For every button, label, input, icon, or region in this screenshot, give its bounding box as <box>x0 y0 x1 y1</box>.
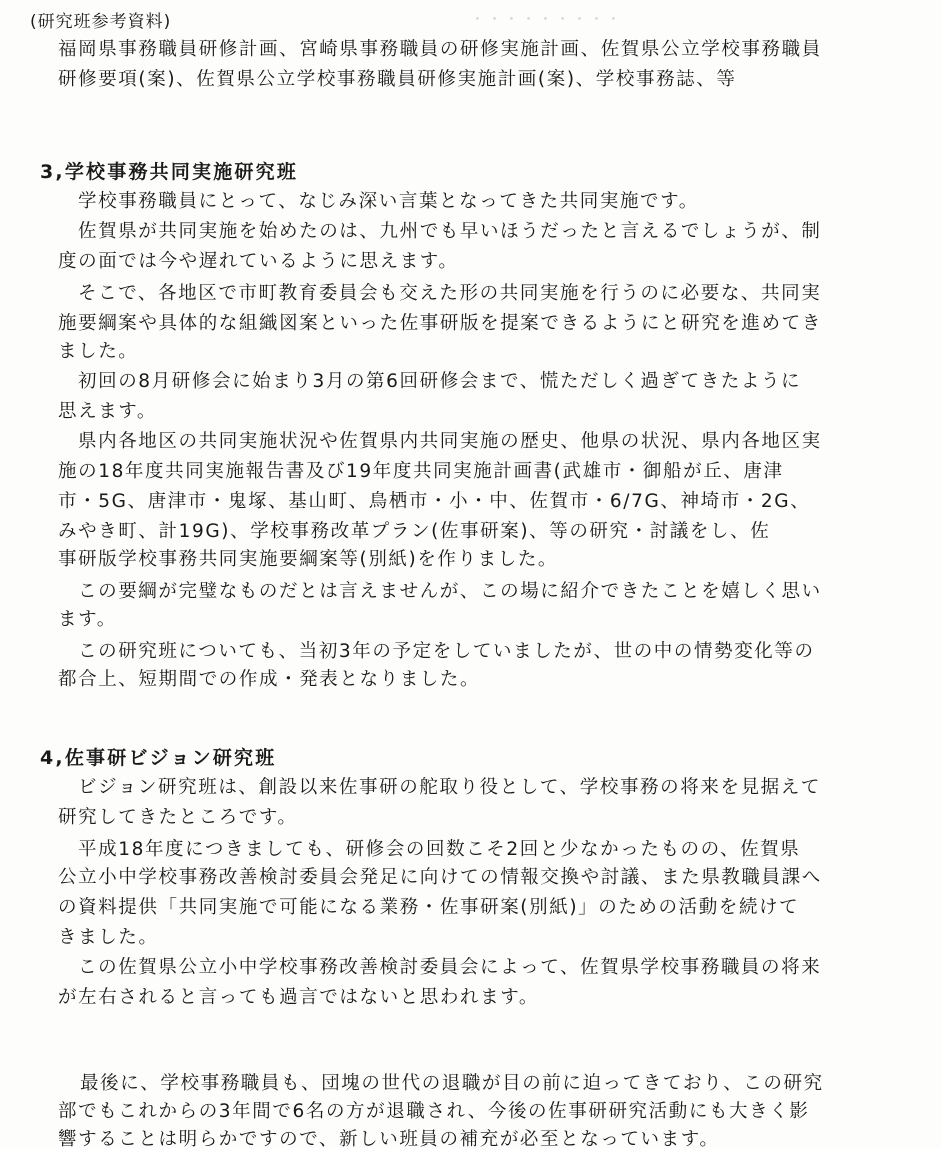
paragraph-line: の資料提供「共同実施で可能になる業務・佐事研案(別紙)」のための活動を続けて <box>58 897 800 918</box>
reference-label: (研究班参考資料) <box>30 12 172 32</box>
paragraph-line: 学校事務職員にとって、なじみ深い言葉となってきた共同実施です。 <box>78 191 699 212</box>
closing-line: 部でもこれからの3年間で6名の方が退職され、今後の佐事研研究活動にも大きく影 <box>58 1101 810 1122</box>
section-heading: 3,学校事務共同実施研究班 <box>40 161 299 183</box>
paragraph-line: ました。 <box>58 341 139 362</box>
paragraph-line: 事研版学校事務共同実施要綱案等(別紙)を作りました。 <box>58 549 559 570</box>
paragraph-line: この佐賀県公立小中学校事務改善検討委員会によって、佐賀県学校事務職員の将来 <box>78 957 822 978</box>
paragraph-line: ビジョン研究班は、創設以来佐事研の舵取り役として、学校事務の将来を見据えて <box>78 777 821 798</box>
paragraph-line: この要綱が完璧なものだとは言えませんが、この場に紹介できたことを嬉しく思い <box>78 581 822 602</box>
paragraph-line: この研究班についても、当初3年の予定をしていましたが、世の中の情勢変化等の <box>78 641 815 662</box>
paragraph-line: 度の面では今や遅れているように思えます。 <box>58 251 459 272</box>
paragraph-line: ます。 <box>58 609 117 630</box>
paragraph-line: 佐賀県が共同実施を始めたのは、九州でも早いほうだったと言えるでしょうが、制 <box>78 221 822 242</box>
paragraph-line: きました。 <box>58 927 159 948</box>
paragraph-line: 施の18年度共同実施報告書及び19年度共同実施計画書(武雄市・御船が丘、唐津 <box>58 461 784 482</box>
bleed-through-text: ・・・・・・・・・ <box>470 10 624 28</box>
paragraph-line: 施要綱案や具体的な組織図案といった佐事研版を提案できるようにと研究を進めてき <box>58 313 822 334</box>
closing-line: 響することは明らかですので、新しい班員の補充が必至となっています。 <box>58 1129 720 1150</box>
paragraph-line: 平成18年度につきましても、研修会の回数こそ2回と少なかったものの、佐賀県 <box>78 839 801 860</box>
paragraph-line: 思えます。 <box>58 401 158 422</box>
paragraph-line: 研究してきたところです。 <box>58 807 298 828</box>
reference-line: 研修要項(案)、佐賀県公立学校事務職員研修実施計画(案)、学校事務誌、等 <box>58 69 737 90</box>
paragraph-line: が左右されると言っても過言ではないと思われます。 <box>58 987 539 1008</box>
reference-line: 福岡県事務職員研修計画、宮崎県事務職員の研修実施計画、佐賀県公立学校事務職員 <box>58 39 822 60</box>
paragraph-line: そこで、各地区で市町教育委員会も交えた形の共同実施を行うのに必要な、共同実 <box>78 283 822 304</box>
paragraph-line: 初回の8月研修会に始まり3月の第6回研修会まで、慌ただしく過ぎてきたように <box>78 371 802 392</box>
paragraph-line: みやき町、計19G)、学校事務改革プラン(佐事研案)、等の研究・討議をし、佐 <box>58 521 771 542</box>
paragraph-line: 公立小中学校事務改善検討委員会発足に向けての情報交換や討議、また県教職員課へ <box>58 867 822 888</box>
section-heading: 4,佐事研ビジョン研究班 <box>40 747 277 769</box>
paragraph-line: 都合上、短期間での作成・発表となりました。 <box>58 669 481 690</box>
closing-line: 最後に、学校事務職員も、団塊の世代の退職が目の前に迫ってきており、この研究 <box>80 1073 824 1094</box>
paragraph-line: 市・5G、唐津市・鬼塚、基山町、鳥栖市・小・中、佐賀市・6/7G、神埼市・2G、 <box>58 491 811 512</box>
paragraph-line: 県内各地区の共同実施状況や佐賀県内共同実施の歴史、他県の状況、県内各地区実 <box>78 431 822 452</box>
